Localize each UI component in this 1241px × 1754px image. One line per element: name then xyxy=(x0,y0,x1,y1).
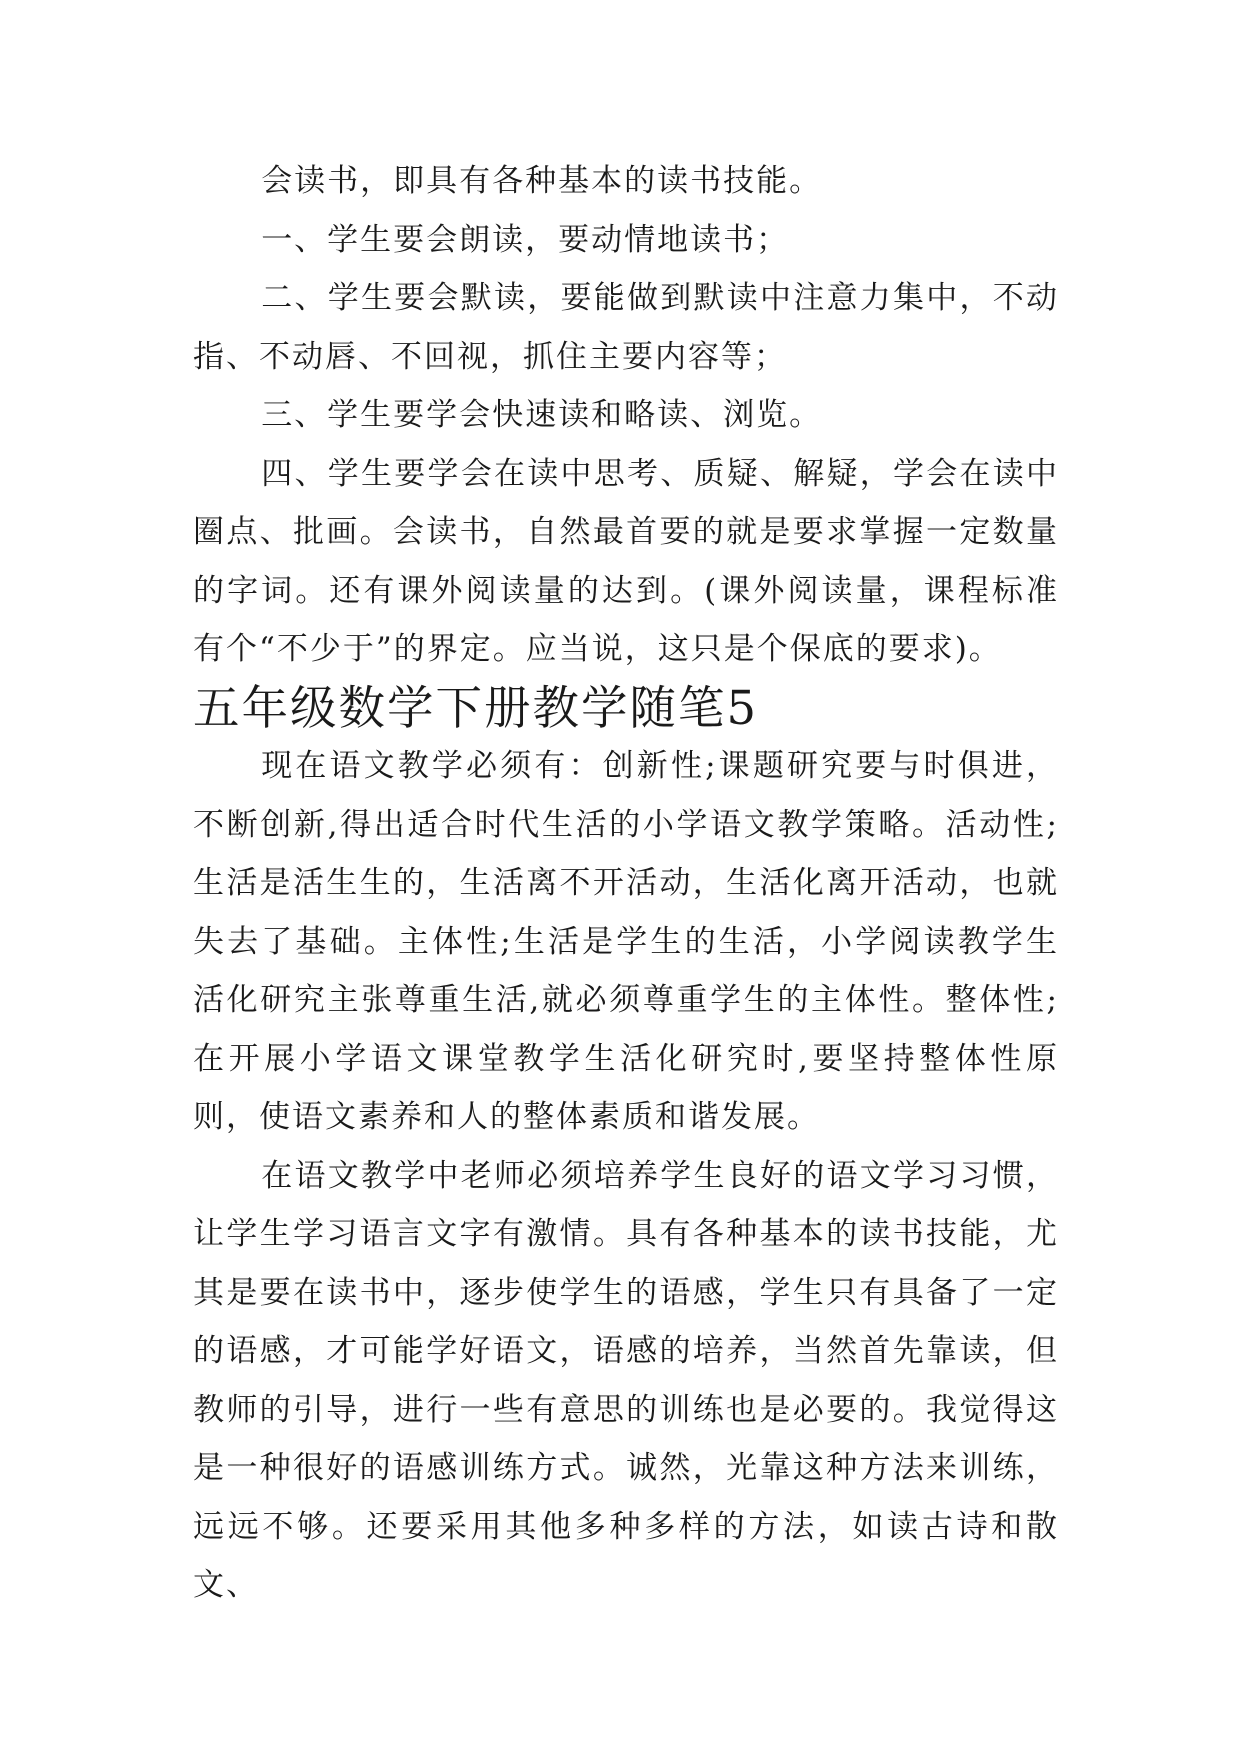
paragraph-point-one: 一、学生要会朗读，要动情地读书； xyxy=(261,221,790,258)
paragraph-reading-skills: 会读书，即具有各种基本的读书技能。 xyxy=(261,163,823,199)
section-title: 五年级数学下册教学随笔5 xyxy=(193,680,759,735)
paragraph-teaching-requirements: 现在语文教学必须有：创新性;课题研究要与时俱进，不断创新,得出适合时代生活的小学语文教学策略。活动性;生活是活生生的，生活离不开活动，生活化离开活动，也就失去了基础。主体性;生活是学生的生活，小学阅读教学生活化研究主张尊重生活,就必须尊重学生的主体性。整体性;在开展小学语文课堂教学生活化研究时,要坚持整体性原则，使语文素养和人的整体素质和谐发展。 xyxy=(193,748,1059,1135)
paragraph-language-habits: 在语文教学中老师必须培养学生良好的语文学习习惯，让学生学习语言文字有激情。具有各种基本的读书技能，尤其是要在读书中，逐步使学生的语感，学生只有具备了一定的语感，才可能学好语文，语感的培养，当然首先靠读，但教师的引导，进行一些有意思的训练也是必要的。我觉得这是一种很好的语感训练方式。诚然，光靠这种方法来训练，远远不够。还要采用其他多种多样的方法，如读古诗和散文、 xyxy=(193,1157,1059,1603)
paragraph-point-three: 三、学生要学会快速读和略读、浏览。 xyxy=(261,397,823,433)
document-body xyxy=(193,152,1059,1615)
paragraph-point-four: 四、学生要学会在读中思考、质疑、解疑，学会在读中圈点、批画。会读书，自然最首要的就是要求掌握一定数量的字词。还有课外阅读量的达到。(课外阅读量，课程标准有个“不少于”的界定。应当说，这只是个保底的要求)。 xyxy=(193,455,1059,667)
paragraph-point-two: 二、学生要会默读，要能做到默读中注意力集中，不动指、不动唇、不回视，抓住主要内容等； xyxy=(193,280,1059,375)
